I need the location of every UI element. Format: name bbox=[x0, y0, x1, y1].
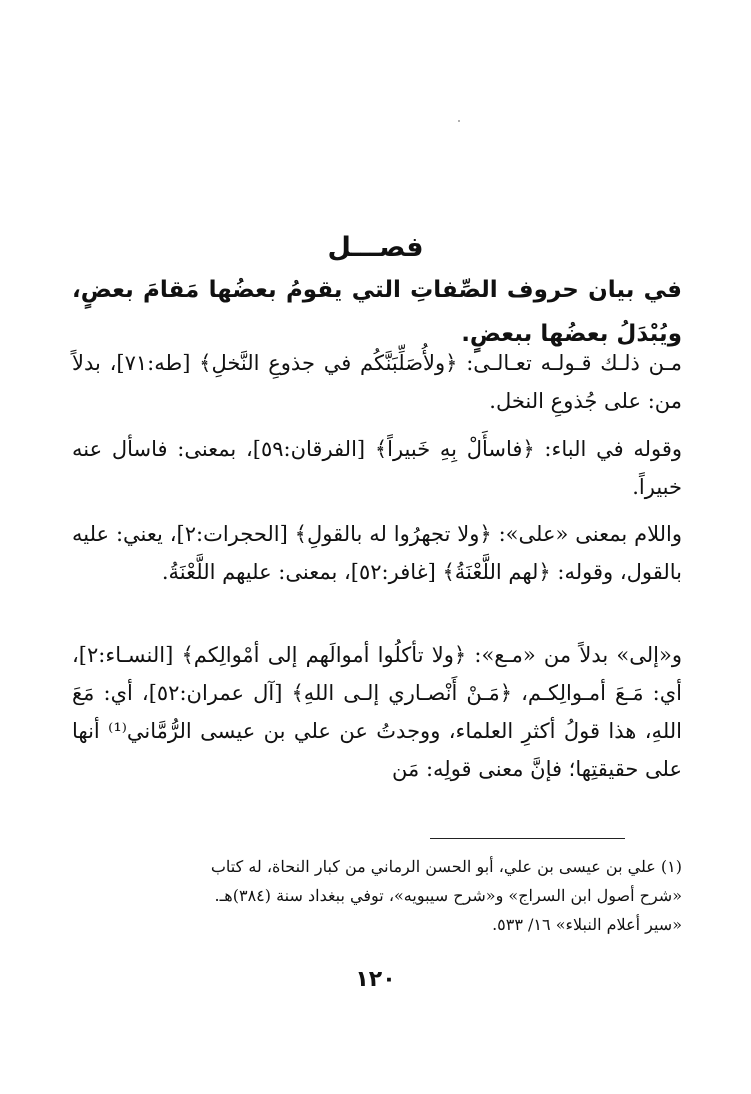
scan-speck bbox=[458, 120, 460, 122]
footnote-line: «سير أعلام النبلاء» ١٦/ ٥٣٣. bbox=[492, 915, 682, 934]
body-paragraph: واللام بمعنى «على»: ﴿ولا تجهرُوا له بالقولِ﴾ [الحجرات:٢]، يعني: عليه بالقول، وقوله: ﴿لهم اللَّعْنَةُ﴾ [غافر:٥٢]، بمعنى: عليهم اللَّعْنَةُ. bbox=[72, 522, 682, 584]
body-paragraph: مـن ذلـك قـولـه تعـالـى: ﴿ولأُصَلِّبَنَّكُم في جذوعِ النَّخلِ﴾ [طه:٧١]، بدلاً من: على جُذوعِ النخل. bbox=[72, 351, 683, 413]
section-heading: في بيان حروف الصِّفاتِ التي يقومُ بعضُها مَقامَ بعضٍ، ويُبْدَلُ بعضُها ببعضٍ. bbox=[72, 277, 682, 347]
footnote bbox=[72, 852, 682, 939]
footnote-line: «شرح أصول ابن السراج» و«شرح سيبويه»، توفي ببغداد سنة (٣٨٤)هـ. bbox=[214, 886, 682, 905]
page-number: ١٢٠ bbox=[355, 967, 396, 992]
body-paragraph: و«إلى» بدلاً من «مـع»: ﴿ولا تأكلُوا أموالَهم إلى أمْوالِكم﴾ [النسـاء:٢]، أي: مَـعَ أمـوالِكـم، ﴿مَـنْ أَنْصـاري إلـى اللهِ﴾ [آل عمران:٥٢]، أي: مَعَ اللهِ، هذا قولُ أكثرِ العلماء، ووجدتُ عن علي بن عيسى الرُّمَّاني⁽¹⁾ أنها على حقيقتِها؛ فإنَّ معنى قولِه: مَن bbox=[72, 643, 683, 781]
section-title: فصـــل bbox=[327, 232, 424, 263]
body-paragraph: وقوله في الباء: ﴿فاسأَلْ بِهِ خَبيراً﴾ [الفرقان:٥٩]، بمعنى: فاسأل عنه خبيراً. bbox=[72, 437, 683, 499]
footnote-divider bbox=[430, 838, 625, 839]
footnote-line: (١) علي بن عيسى بن علي، أبو الحسن الرماني من كبار النحاة، له كتاب bbox=[210, 857, 682, 876]
